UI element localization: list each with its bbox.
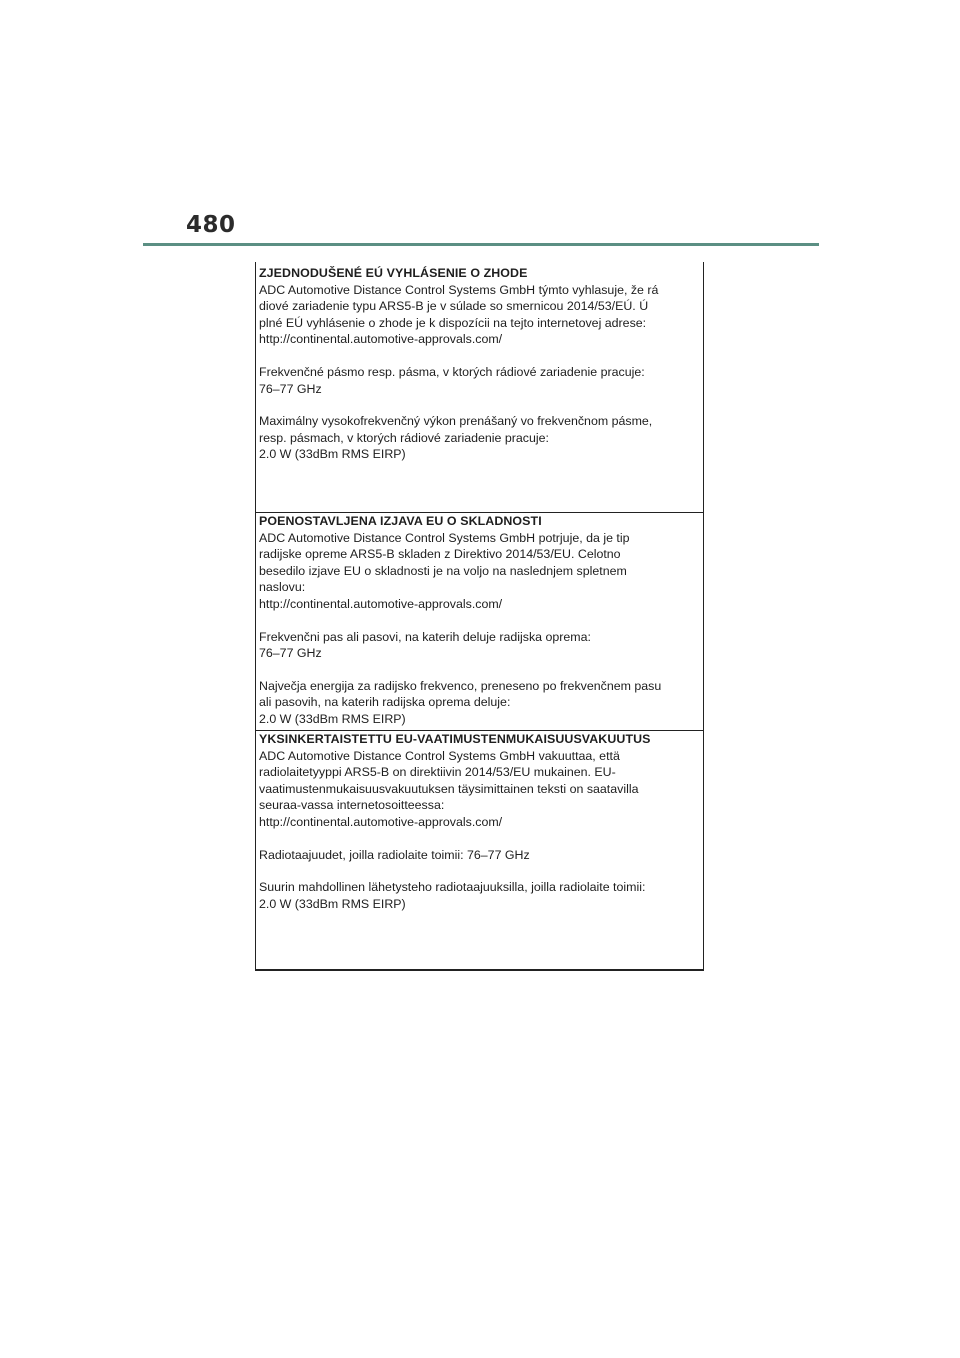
section-title: YKSINKERTAISTETTU EU-VAATIMUSTENMUKAISUUSVAKUUTUS: [259, 732, 651, 746]
text-line: besedilo izjave EU o skladnosti je na voljo na naslednjem spletnem: [259, 563, 627, 578]
text-line: radijske opreme ARS5-B skladen z Direktivo 2014/53/EU. Celotno: [259, 547, 621, 562]
intro-paragraph: [259, 748, 701, 831]
header-rule: [143, 243, 819, 246]
text-line: radiolaitetyyppi ARS5-B on direktiivin 2014/53/EU mukainen. EU-: [259, 765, 616, 780]
power-paragraph: [259, 678, 701, 728]
text-line: Radiotaajuudet, joilla radiolaite toimii: 76–77 GHz: [259, 847, 530, 862]
page-number: 480: [186, 212, 236, 238]
text-line: Največja energija za radijsko frekvenco, preneseno po frekvenčnem pasu: [259, 678, 662, 693]
intro-paragraph: [259, 530, 701, 613]
text-line: diové zariadenie typu ARS5-B je v súlade so smernicou 2014/53/EÚ. Ú: [259, 299, 649, 314]
text-line: vaatimustenmukaisuusvakuutuksen täysimittainen teksti on saatavilla: [259, 781, 639, 796]
frequency-value: 76–77 GHz: [259, 646, 322, 661]
intro-paragraph: [259, 282, 701, 348]
text-line: ADC Automotive Distance Control Systems GmbH vakuuttaa, että: [259, 748, 620, 763]
section-title: ZJEDNODUŠENÉ EÚ VYHLÁSENIE O ZHODE: [259, 266, 528, 280]
url-text: http://continental.automotive-approvals.com/: [259, 332, 503, 347]
frequency-paragraph: [259, 364, 701, 397]
section-title: POENOSTAVLJENA IZJAVA EU O SKLADNOSTI: [259, 514, 542, 528]
text-line: naslovu:: [259, 580, 306, 595]
frequency-paragraph: [259, 629, 701, 662]
text-line: Frekvenčni pas ali pasovi, na katerih deluje radijska oprema:: [259, 629, 591, 644]
power-paragraph: [259, 879, 701, 912]
power-value: 2.0 W (33dBm RMS EIRP): [259, 896, 406, 911]
section-slovenian: [256, 512, 703, 728]
text-line: Frekvenčné pásmo resp. pásma, v ktorých rádiové zariadenie pracuje:: [259, 364, 645, 379]
power-paragraph: [259, 413, 701, 463]
url-text: http://continental.automotive-approvals.com/: [259, 814, 503, 829]
text-line: resp. pásmach, v ktorých rádiové zariadenie pracuje:: [259, 430, 549, 445]
frequency-paragraph: [259, 847, 701, 864]
text-line: ADC Automotive Distance Control Systems GmbH týmto vyhlasuje, že rá: [259, 282, 659, 297]
frequency-value: 76–77 GHz: [259, 381, 322, 396]
text-line: Maximálny vysokofrekvenčný výkon prenášaný vo frekvenčnom pásme,: [259, 414, 653, 429]
power-value: 2.0 W (33dBm RMS EIRP): [259, 711, 406, 726]
power-value: 2.0 W (33dBm RMS EIRP): [259, 447, 406, 462]
section-slovak: [256, 265, 703, 511]
text-line: ADC Automotive Distance Control Systems GmbH potrjuje, da je tip: [259, 530, 630, 545]
text-line: seuraa-vassa internetosoitteessa:: [259, 798, 445, 813]
text-line: ali pasovih, na katerih radijska oprema deluje:: [259, 695, 511, 710]
text-line: Suurin mahdollinen lähetysteho radiotaajuuksilla, joilla radiolaite toimii:: [259, 880, 646, 895]
text-line: plné EÚ vyhlásenie o zhode je k dispozícii na tejto internetovej adrese:: [259, 315, 647, 330]
url-text: http://continental.automotive-approvals.com/: [259, 596, 503, 611]
section-finnish: [256, 730, 703, 968]
declaration-box: [255, 262, 704, 971]
